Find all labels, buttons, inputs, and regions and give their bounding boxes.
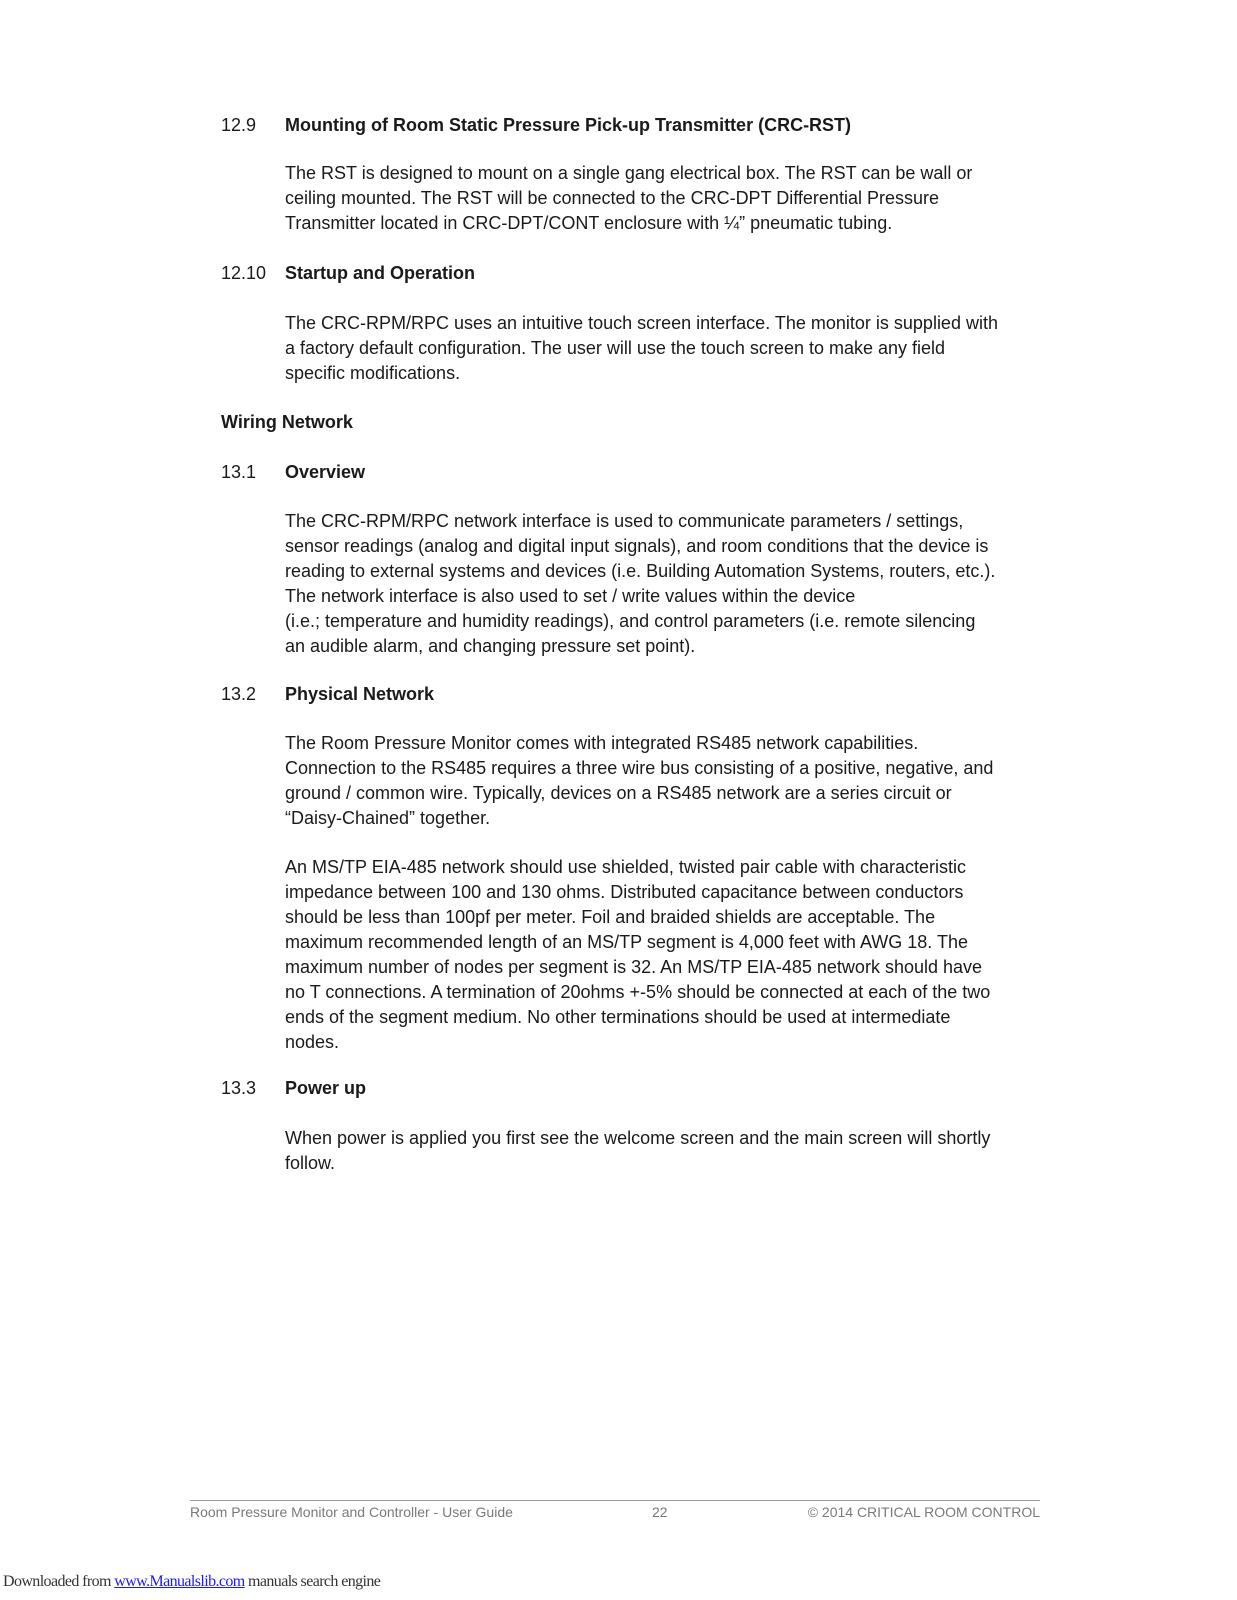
text-line: nodes.	[285, 1032, 340, 1052]
text-line: Transmitter located in CRC-DPT/CONT enclosure with ¼” pneumatic tubing.	[285, 213, 893, 233]
paragraph-13-3	[285, 1126, 1045, 1176]
text-line: maximum number of nodes per segment is 32. An MS/TP EIA-485 network should have	[285, 957, 983, 977]
text-line: reading to external systems and devices (i.e. Building Automation Systems, routers, etc.).	[285, 561, 996, 581]
section-number: 12.10	[221, 263, 267, 283]
text-line: follow.	[285, 1153, 336, 1173]
text-line: specific modifications.	[285, 363, 461, 383]
section-title: Startup and Operation	[285, 263, 476, 283]
section-heading-13-2	[221, 682, 434, 706]
section-heading-13-3	[221, 1076, 366, 1100]
download-note-prefix: Downloaded from	[3, 1573, 115, 1590]
section-title: Overview	[285, 462, 366, 482]
section-title: Mounting of Room Static Pressure Pick-up Transmitter (CRC-RST)	[285, 115, 852, 135]
paragraph-12-9	[285, 161, 1045, 236]
text-line: The network interface is also used to set / write values within the device	[285, 586, 856, 606]
text-line: Connection to the RS485 requires a three wire bus consisting of a positive, negative, and	[285, 758, 994, 778]
download-note	[3, 1572, 380, 1592]
text-line: ends of the segment medium. No other terminations should be used at intermediate	[285, 1007, 951, 1027]
section-heading-12-9	[221, 113, 851, 137]
text-line: (i.e.; temperature and humidity readings), and control parameters (i.e. remote silencing	[285, 611, 976, 631]
paragraph-13-2-a	[285, 731, 1045, 831]
text-line: The Room Pressure Monitor comes with integrated RS485 network capabilities.	[285, 733, 919, 753]
paragraph-13-2-b	[285, 855, 1045, 1055]
paragraph-13-1	[285, 509, 1045, 659]
text-line: When power is applied you first see the welcome screen and the main screen will shortly	[285, 1128, 991, 1148]
text-line: impedance between 100 and 130 ohms. Distributed capacitance between conductors	[285, 882, 964, 902]
download-note-suffix: manuals search engine	[244, 1573, 381, 1590]
text-line: The CRC-RPM/RPC network interface is used to communicate parameters / settings,	[285, 511, 964, 531]
text-line: ceiling mounted. The RST will be connected to the CRC-DPT Differential Pressure	[285, 188, 939, 208]
text-line: The CRC-RPM/RPC uses an intuitive touch screen interface. The monitor is supplied with	[285, 313, 998, 333]
section-number: 12.9	[221, 115, 257, 135]
footer-page-number: 22	[652, 1504, 668, 1520]
section-title: Physical Network	[285, 684, 435, 704]
section-heading-12-10	[221, 261, 475, 285]
text-line: no T connections. A termination of 20ohms +-5% should be connected at each of the two	[285, 982, 991, 1002]
text-line: sensor readings (analog and digital input signals), and room conditions that the device is	[285, 536, 989, 556]
manualslib-link[interactable]: www.Manualslib.com	[114, 1573, 245, 1590]
footer-divider	[190, 1500, 1040, 1501]
section-title: Power up	[285, 1078, 367, 1098]
section-number: 13.3	[221, 1078, 257, 1098]
section-number: 13.2	[221, 684, 257, 704]
text-line: The RST is designed to mount on a single gang electrical box. The RST can be wall or	[285, 163, 973, 183]
text-line: an audible alarm, and changing pressure set point).	[285, 636, 696, 656]
footer-copyright: © 2014 CRITICAL ROOM CONTROL	[807, 1504, 1040, 1520]
text-line: maximum recommended length of an MS/TP segment is 4,000 feet with AWG 18. The	[285, 932, 968, 952]
chapter-heading-wiring-network: Wiring Network	[221, 412, 353, 432]
text-line: An MS/TP EIA-485 network should use shielded, twisted pair cable with characteristic	[285, 857, 966, 877]
section-heading-13-1	[221, 460, 365, 484]
text-line: should be less than 100pf per meter. Foil and braided shields are acceptable. The	[285, 907, 936, 927]
text-line: ground / common wire. Typically, devices on a RS485 network are a series circuit or	[285, 783, 952, 803]
section-number: 13.1	[221, 462, 257, 482]
footer-document-title: Room Pressure Monitor and Controller - User Guide	[190, 1504, 513, 1520]
text-line: “Daisy-Chained” together.	[285, 808, 491, 828]
paragraph-12-10	[285, 311, 1045, 386]
text-line: a factory default configuration. The user will use the touch screen to make any field	[285, 338, 946, 358]
